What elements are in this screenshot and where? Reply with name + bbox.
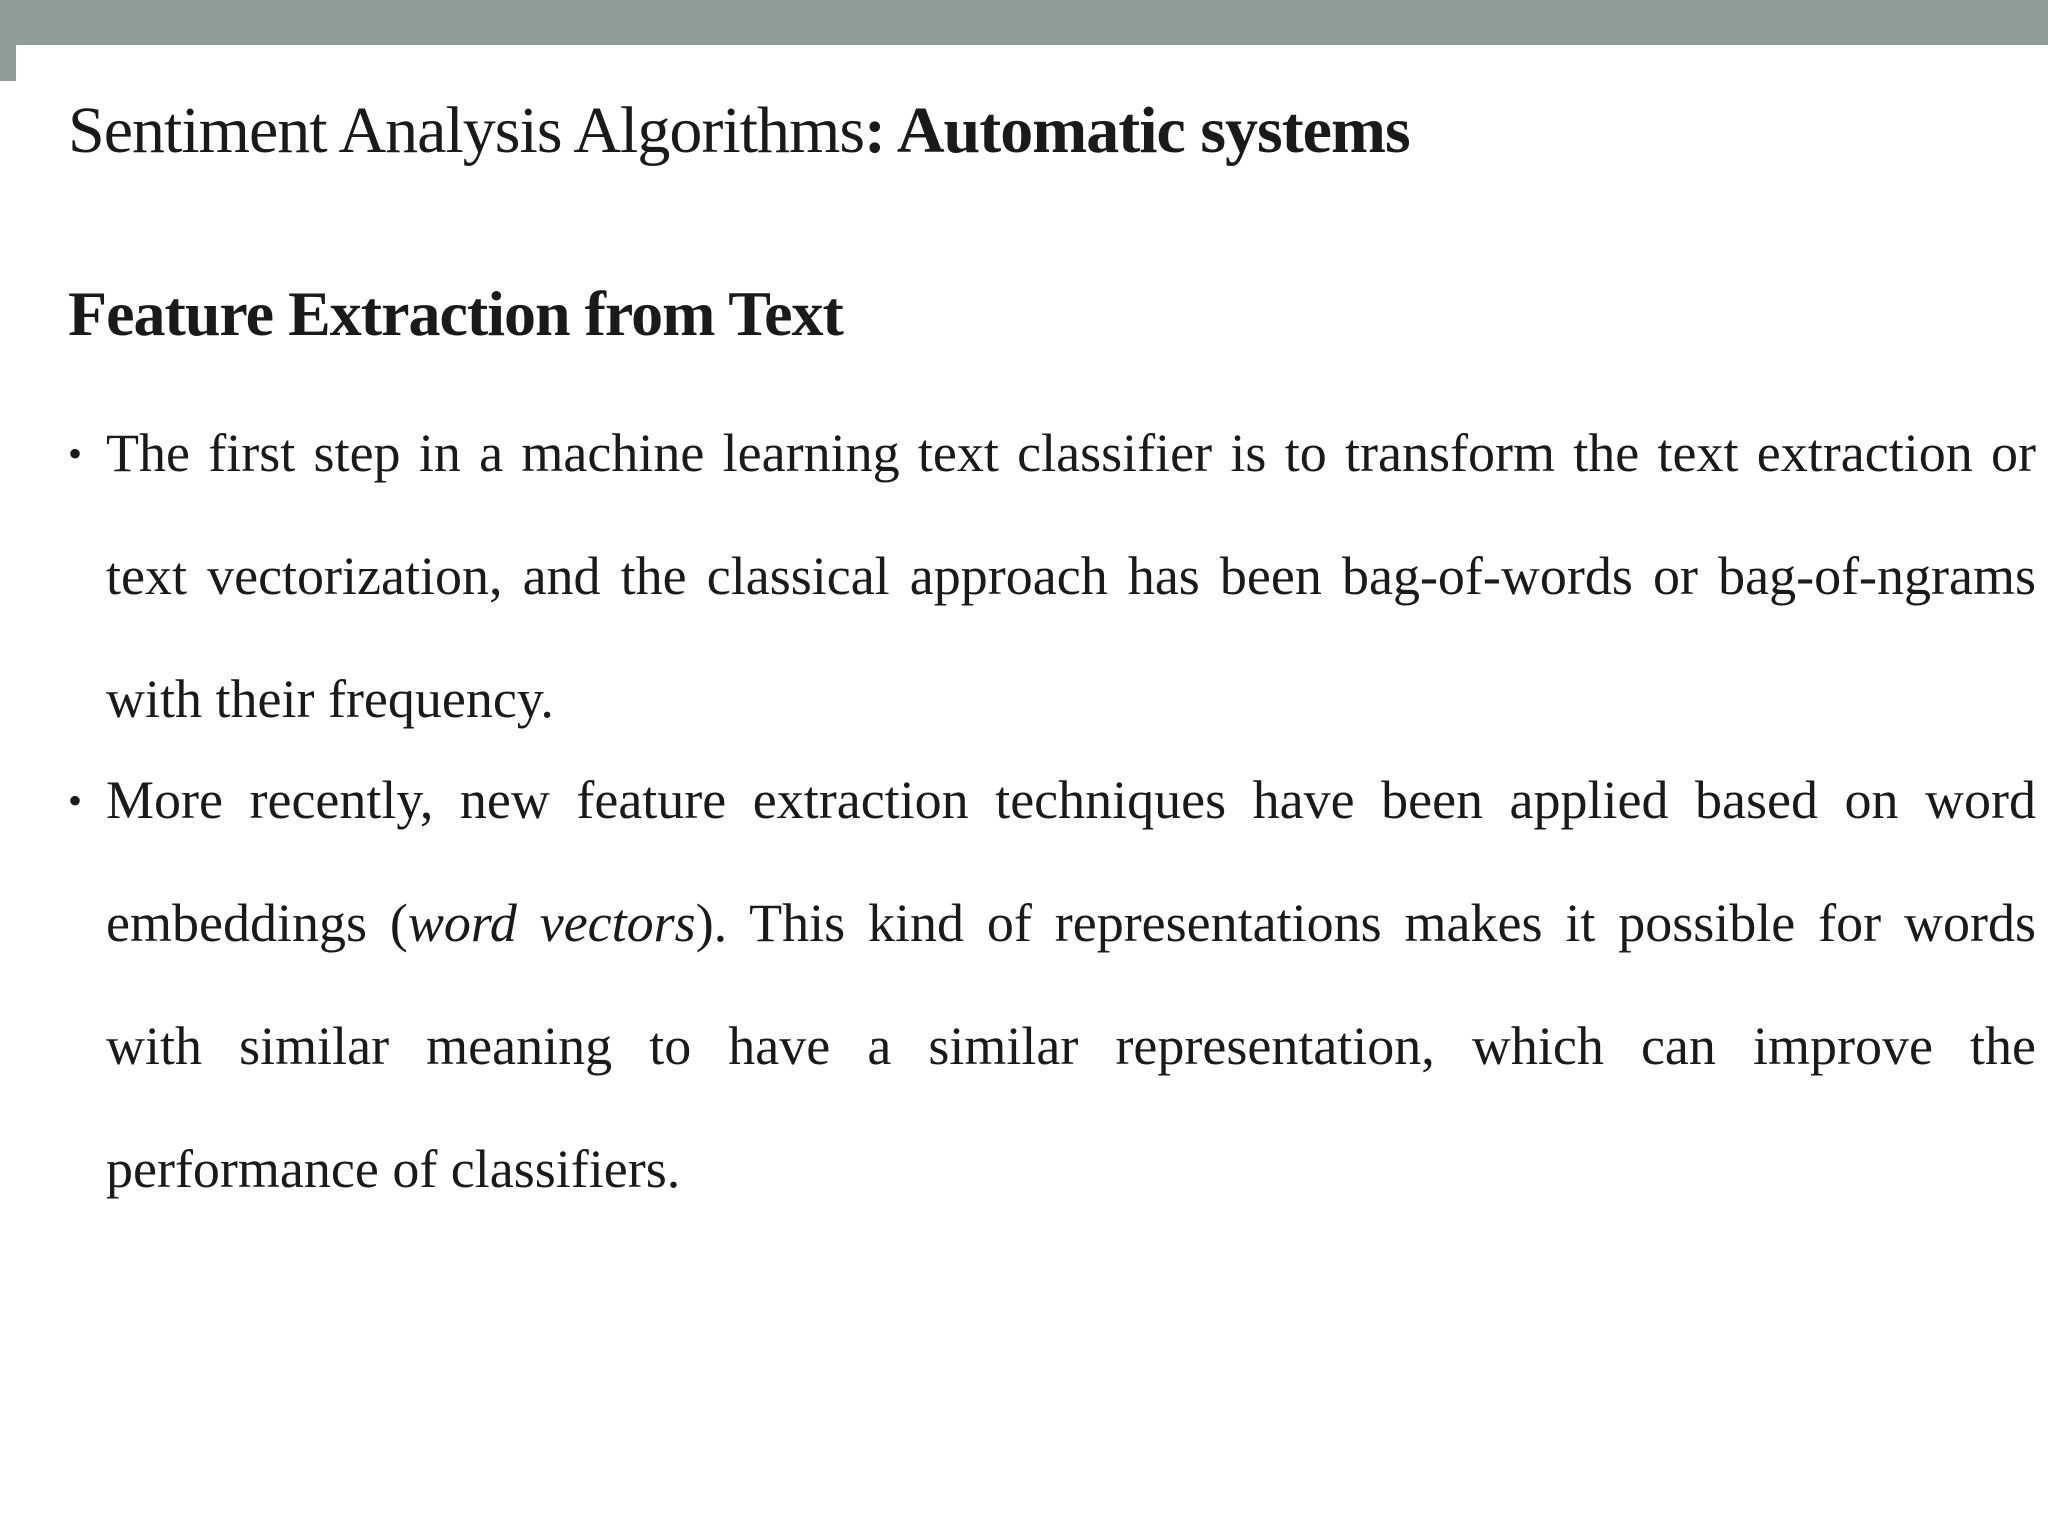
bullet-item <box>68 392 2036 761</box>
bullet-text-before: More recently, new feature extraction techniques have been applied based on word embeddings ( <box>106 770 2036 953</box>
slide-title <box>68 88 2036 174</box>
bullet-dot-icon: • <box>68 778 83 823</box>
slide-title-regular: Sentiment Analysis Algorithms <box>68 94 865 167</box>
bullet-list <box>68 392 2036 1231</box>
section-heading: Feature Extraction from Text <box>68 278 843 349</box>
bullet-dot-icon: • <box>68 431 83 476</box>
bullet-item <box>68 739 2036 1231</box>
bullet-text-italic: word vectors <box>407 893 696 953</box>
slide-title-bold: : Automatic systems <box>864 94 1410 167</box>
top-decorative-band <box>0 0 2048 45</box>
bullet-text: The first step in a machine learning text classifier is to transform the text extraction or text vectorization, and the classical approach has been bag-of-words or bag-of-ngrams with their frequency. <box>106 423 2036 729</box>
slide-content <box>68 88 2036 1231</box>
left-decorative-tab <box>0 45 16 81</box>
bullet-text <box>106 739 2036 1231</box>
bullet-text-after: ). This kind of representations makes it possible for words with similar meaning to have a similar representation, which can improve the performance of classifiers. <box>106 893 2036 1199</box>
